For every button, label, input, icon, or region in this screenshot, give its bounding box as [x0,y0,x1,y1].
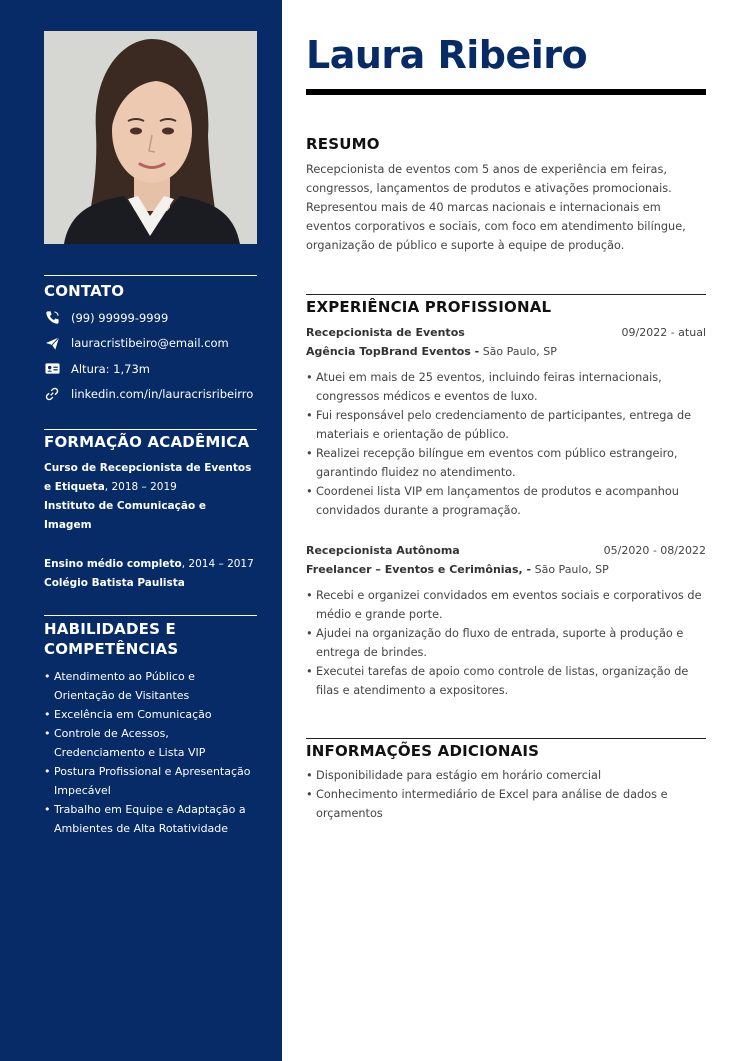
education-course: Curso de Recepcionista de Eventos e Etiqueta [44,462,252,493]
section-divider [306,738,706,739]
education-institution: Instituto de Comunicação e Imagem [44,500,206,531]
job-dates: 09/2022 - atual [621,326,706,339]
page-title: Laura Ribeiro [306,33,588,77]
list-item: • Controle de Acessos, Credenciamento e Lista VIP [44,724,257,762]
list-item: • Trabalho em Equipe e Adaptação a Ambientes de Alta Rotatividade [44,800,257,838]
section-divider [306,294,706,295]
additional-section [306,742,706,823]
education-entry [44,459,257,535]
list-item: • Fui responsável pelo credenciamento de participantes, entrega de materiais e orientação de público. [306,406,706,444]
summary-section [306,135,706,255]
profile-photo [44,31,257,244]
list-item: • Postura Profissional e Apresentação Impecável [44,762,257,800]
contact-phone-text: (99) 99999-9999 [71,310,169,325]
education-entry [44,555,257,593]
education-institution: Colégio Batista Paulista [44,577,185,589]
job-role: Recepcionista de Eventos [306,326,465,339]
education-section [44,429,257,593]
list-item: • Disponibilidade para estágio em horário comercial [306,766,706,785]
list-item: • Executei tarefas de apoio como controle de listas, organização de filas e atendimento a expositores. [306,662,706,700]
job-bullets [306,586,706,700]
list-item: • Excelência em Comunicação [44,705,257,724]
portrait-illustration [44,31,257,244]
job-role: Recepcionista Autônoma [306,544,460,557]
list-item: • Conhecimento intermediário de Excel para análise de dados e orçamentos [306,785,706,823]
list-item: • Ajudei na organização do fluxo de entrada, suporte à produção e entrega de brindes. [306,624,706,662]
list-item: • Atuei em mais de 25 eventos, incluindo feiras internacionais, congressos médicos e eventos de luxo. [306,368,706,406]
sidebar [0,0,282,1061]
job-dates: 05/2020 - 08/2022 [603,544,706,557]
job-location: São Paulo, SP [479,345,557,358]
list-item: • Coordenei lista VIP em lançamentos de produtos e acompanhou convidados durante a programação. [306,482,706,520]
id-card-icon [44,361,60,377]
job-bullets [306,368,706,520]
education-period: , 2014 – 2017 [181,558,254,570]
send-icon [44,335,60,351]
additional-list [306,766,706,823]
summary-text: Recepcionista de eventos com 5 anos de experiência em feiras, congressos, lançamentos de produtos e ativações promocionais. Representou mais de 40 marcas nacionais e internacionais em eventos corporativos e sociais, com foco em atendimento bilíngue, organização de público e suporte à equipe de produção. [306,163,686,252]
contact-email-text: lauracristibeiro@email.com [71,336,229,351]
job-entry [306,541,706,700]
phone-icon [44,310,60,326]
list-item: • Atendimento ao Público e Orientação de Visitantes [44,667,257,705]
list-item: • Realizei recepção bilíngue em eventos com público estrangeiro, garantindo fluidez no atendimento. [306,444,706,482]
contact-linkedin-text[interactable]: linkedin.com/in/lauracrisribeirro [71,387,254,402]
summary-title: RESUMO [306,135,380,153]
job-location: São Paulo, SP [531,563,609,576]
education-course: Ensino médio completo [44,558,182,570]
contact-title: CONTATO [44,282,125,300]
title-divider [306,89,706,95]
contact-section [44,275,257,407]
education-period: , 2018 – 2019 [104,481,177,493]
contact-height [44,356,257,382]
contact-linkedin[interactable] [44,382,257,408]
contact-phone [44,305,257,331]
experience-section [306,298,706,697]
link-icon [44,386,60,402]
skills-list [44,667,257,838]
job-company: Agência TopBrand Eventos - [306,345,480,358]
additional-title: INFORMAÇÕES ADICIONAIS [306,742,540,760]
skills-title: HABILIDADES E COMPETÊNCIAS [44,620,179,658]
education-title: FORMAÇÃO ACADÊMICA [44,433,250,451]
experience-title: EXPERIÊNCIA PROFISSIONAL [306,298,552,316]
job-company: Freelancer – Eventos e Cerimônias, - [306,563,532,576]
list-item: • Recebi e organizei convidados em eventos sociais e corporativos de médio e grande porte. [306,586,706,624]
job-entry [306,323,706,520]
contact-email [44,331,257,357]
contact-height-text: Altura: 1,73m [71,361,150,376]
skills-section [44,615,257,838]
